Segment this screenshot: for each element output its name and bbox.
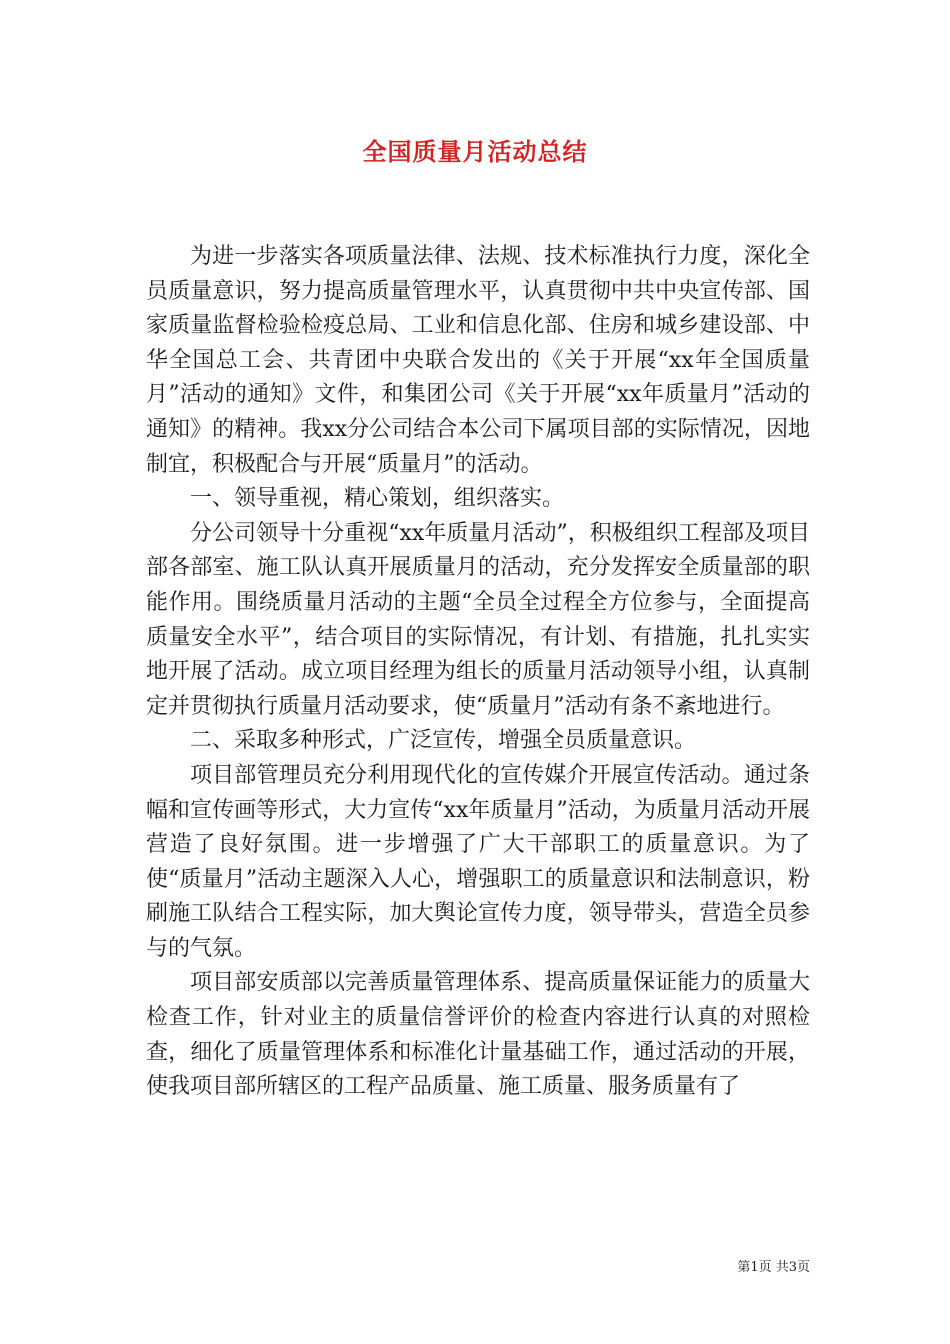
section-heading-2: 二、采取多种形式，广泛宣传，增强全员质量意识。 <box>190 728 697 754</box>
page-number: 第1页 共3页 <box>737 1260 810 1275</box>
paragraph-section-1: 分公司领导十分重视“xx年质量月活动”，积极组织工程部及项目部各部室、施工队认真开展质量月的活动，充分发挥安全质量部的职能作用。围绕质量月活动的主题“全员全过程全方位参与，全面提高质量安全水平”，结合项目的实际情况，有计划、有措施，扎扎实实地开展了活动。成立项目经理为组长的质量月活动领导小组，认真制定并贯彻执行质量月活动要求，使“质量月”活动有条不紊地进行。 <box>146 520 810 719</box>
paragraph-section-2b: 项目部安质部以完善质量管理体系、提高质量保证能力的质量大检查工作，针对业主的质量信誉评价的检查内容进行认真的对照检查，细化了质量管理体系和标准化计量基础工作，通过活动的开展，使我项目部所辖区的工程产品质量、施工质量、服务质量有了 <box>146 970 810 1100</box>
paragraph-section-2a: 项目部管理员充分利用现代化的宣传媒介开展宣传活动。通过条幅和宣传画等形式，大力宣传“xx年质量月”活动，为质量月活动开展营造了良好氛围。进一步增强了广大干部职工的质量意识。为了使“质量月”活动主题深入人心，增强职工的质量意识和法制意识，粉刷施工队结合工程实际，加大舆论宣传力度，领导带头，营造全员参与的气氛。 <box>146 762 810 961</box>
document-title: 全国质量月活动总结 <box>362 138 588 166</box>
section-heading-1: 一、领导重视，精心策划，组织落实。 <box>190 486 565 512</box>
document-body <box>146 240 810 1105</box>
paragraph-intro: 为进一步落实各项质量法律、法规、技术标准执行力度，深化全员质量意识，努力提高质量管理水平，认真贯彻中共中央宣传部、国家质量监督检验检疫总局、工业和信息化部、住房和城乡建设部、中华全国总工会、共青团中央联合发出的《关于开展“xx年全国质量月”活动的通知》文件，和集团公司《关于开展“xx年质量月”活动的通知》的精神。我xx分公司结合本公司下属项目部的实际情况，因地制宜，积极配合与开展“质量月”的活动。 <box>146 244 810 477</box>
